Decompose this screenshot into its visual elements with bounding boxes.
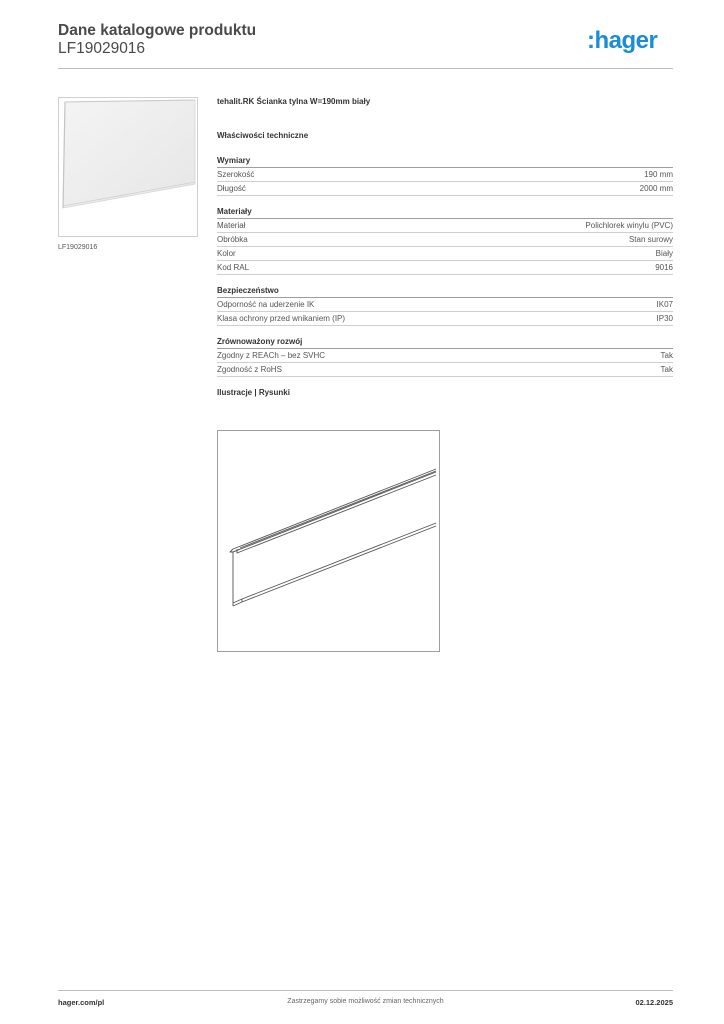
- property-label: Zgodność z RoHS: [217, 365, 282, 374]
- property-row: [217, 168, 673, 182]
- product-details: [217, 96, 673, 398]
- product-code: LF19029016: [58, 40, 146, 57]
- property-row: [217, 312, 673, 326]
- header-divider: [58, 68, 673, 69]
- section-materials: [217, 206, 673, 275]
- property-label: Odporność na uderzenie IK: [217, 300, 315, 309]
- section-title: Zrównoważony rozwój: [217, 336, 673, 349]
- property-label: Kod RAL: [217, 263, 250, 272]
- property-row: [217, 363, 673, 377]
- footer-disclaimer: Zastrzegamy sobie możliwość zmian technicznych: [287, 998, 444, 1005]
- property-label: Długość: [217, 184, 246, 193]
- property-label: Kolor: [217, 249, 236, 258]
- property-row: [217, 182, 673, 196]
- property-row: [217, 233, 673, 247]
- technical-drawing-image: [218, 431, 439, 651]
- property-label: Materiał: [217, 221, 246, 230]
- property-value: 2000 mm: [639, 184, 673, 193]
- property-row: [217, 219, 673, 233]
- product-photo: [58, 97, 198, 237]
- product-photo-image: [59, 98, 197, 236]
- page-footer: [58, 998, 673, 1010]
- section-sustainability: [217, 336, 673, 377]
- technical-drawing: [217, 430, 440, 652]
- section-title: Wymiary: [217, 155, 673, 168]
- property-label: Obróbka: [217, 235, 248, 244]
- footer-divider: [58, 990, 673, 991]
- property-row: [217, 349, 673, 363]
- property-label: Szerokość: [217, 170, 255, 179]
- document-title: Dane katalogowe produktu: [58, 22, 257, 39]
- property-value: 9016: [655, 263, 673, 272]
- property-value: IK07: [656, 300, 673, 309]
- svg-text::hager: :hager: [587, 28, 658, 54]
- property-value: Tak: [660, 365, 673, 374]
- product-photo-caption: LF19029016: [58, 244, 98, 251]
- page-header: [58, 22, 673, 68]
- property-row: [217, 261, 673, 275]
- property-label: Zgodny z REACh – bez SVHC: [217, 351, 326, 360]
- property-value: Tak: [660, 351, 673, 360]
- property-value: IP30: [656, 314, 673, 323]
- hager-logo: [587, 28, 673, 54]
- section-dimensions: [217, 155, 673, 196]
- product-name: tehalit.RK Ścianka tylna W=190mm biały: [217, 97, 371, 106]
- section-title: Bezpieczeństwo: [217, 285, 673, 298]
- illustrations-title: Ilustracje | Rysunki: [217, 388, 290, 397]
- property-row: [217, 247, 673, 261]
- property-label: Klasa ochrony przed wnikaniem (IP): [217, 314, 346, 323]
- property-row: [217, 298, 673, 312]
- technical-properties-title: Właściwości techniczne: [217, 131, 309, 140]
- property-value: Biały: [655, 249, 673, 258]
- property-value: Polichlorek winylu (PVC): [585, 221, 673, 230]
- section-title: Materiały: [217, 206, 673, 219]
- footer-date: 02.12.2025: [635, 998, 673, 1007]
- property-value: Stan surowy: [628, 235, 673, 244]
- property-value: 190 mm: [644, 170, 673, 179]
- footer-website-link[interactable]: hager.com/pl: [58, 998, 105, 1007]
- section-safety: [217, 285, 673, 326]
